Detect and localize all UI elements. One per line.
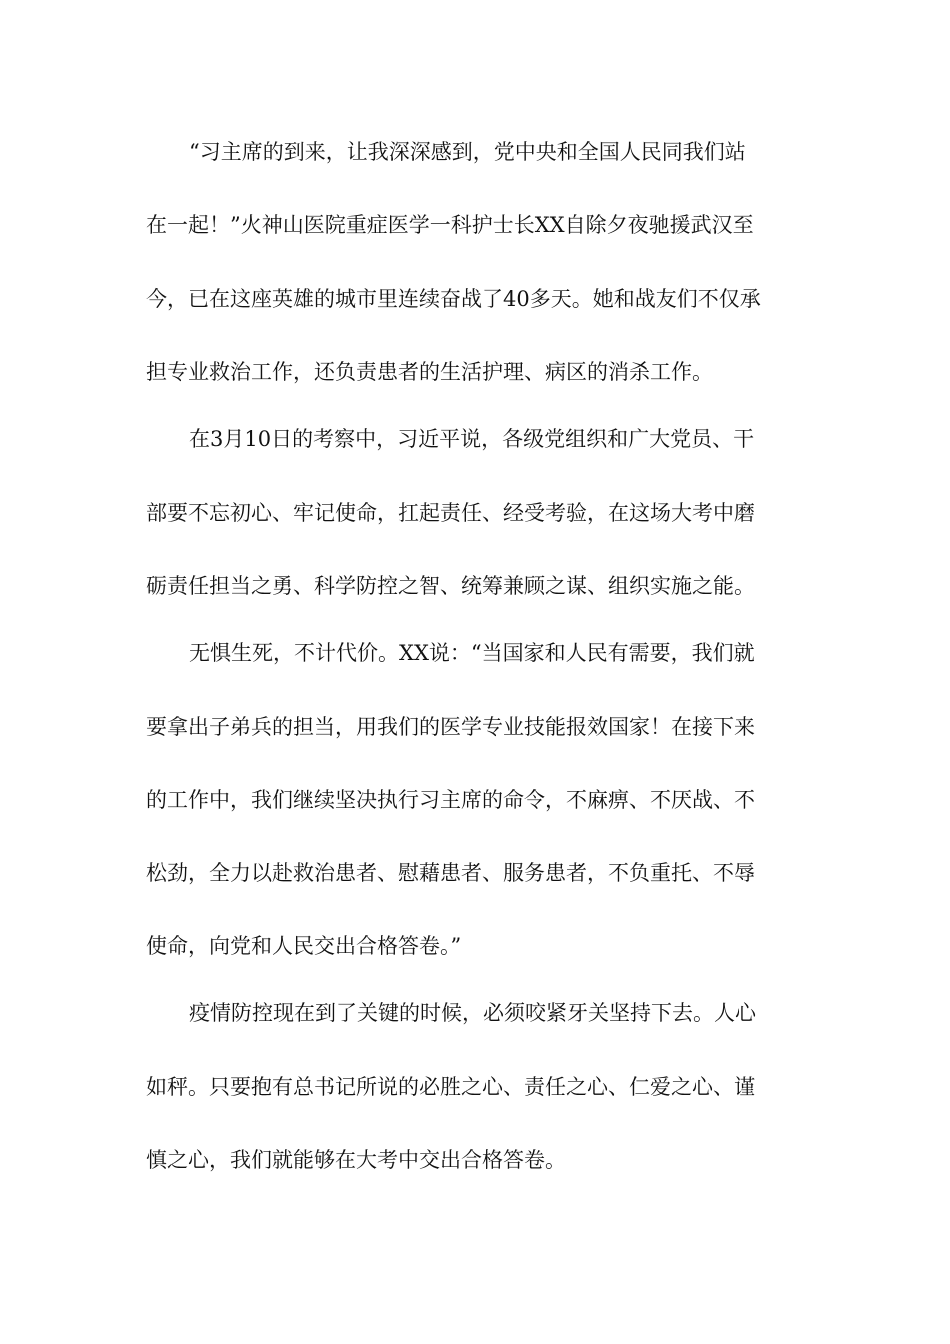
paragraph-2-line-3: 砺责任担当之勇、科学防控之智、统筹兼顾之谋、组织实施之能。 xyxy=(146,574,755,598)
paragraph-2-line-1: 在3月10日的考察中，习近平说，各级党组织和广大党员、干 xyxy=(189,427,755,451)
paragraph-2-line-2: 部要不忘初心、牢记使命，扛起责任、经受考验，在这场大考中磨 xyxy=(146,501,755,525)
paragraph-3-line-1: 无惧生死，不计代价。XX说：“当国家和人民有需要，我们就 xyxy=(189,641,755,665)
paragraph-4-line-2: 如秤。只要抱有总书记所说的必胜之心、责任之心、仁爱之心、谨 xyxy=(146,1075,755,1099)
paragraph-1-line-3: 今，已在这座英雄的城市里连续奋战了40多天。她和战友们不仅承 xyxy=(146,287,761,311)
paragraph-3-line-5: 使命，向党和人民交出合格答卷。” xyxy=(146,934,462,958)
paragraph-1-line-4: 担专业救治工作，还负责患者的生活护理、病区的消杀工作。 xyxy=(146,360,713,384)
paragraph-4-line-1: 疫情防控现在到了关键的时候，必须咬紧牙关坚持下去。人心 xyxy=(189,1001,756,1025)
paragraph-4-line-3: 慎之心，我们就能够在大考中交出合格答卷。 xyxy=(146,1148,566,1172)
paragraph-1-line-2: 在一起！”火神山医院重症医学一科护士长XX自除夕夜驰援武汉至 xyxy=(146,213,754,237)
paragraph-1-line-1: “习主席的到来，让我深深感到，党中央和全国人民同我们站 xyxy=(189,140,746,164)
paragraph-3-line-2: 要拿出子弟兵的担当，用我们的医学专业技能报效国家！在接下来 xyxy=(146,715,755,739)
paragraph-3-line-4: 松劲，全力以赴救治患者、慰藉患者、服务患者，不负重托、不辱 xyxy=(146,861,755,885)
paragraph-3-line-3: 的工作中，我们继续坚决执行习主席的命令，不麻痹、不厌战、不 xyxy=(146,788,755,812)
